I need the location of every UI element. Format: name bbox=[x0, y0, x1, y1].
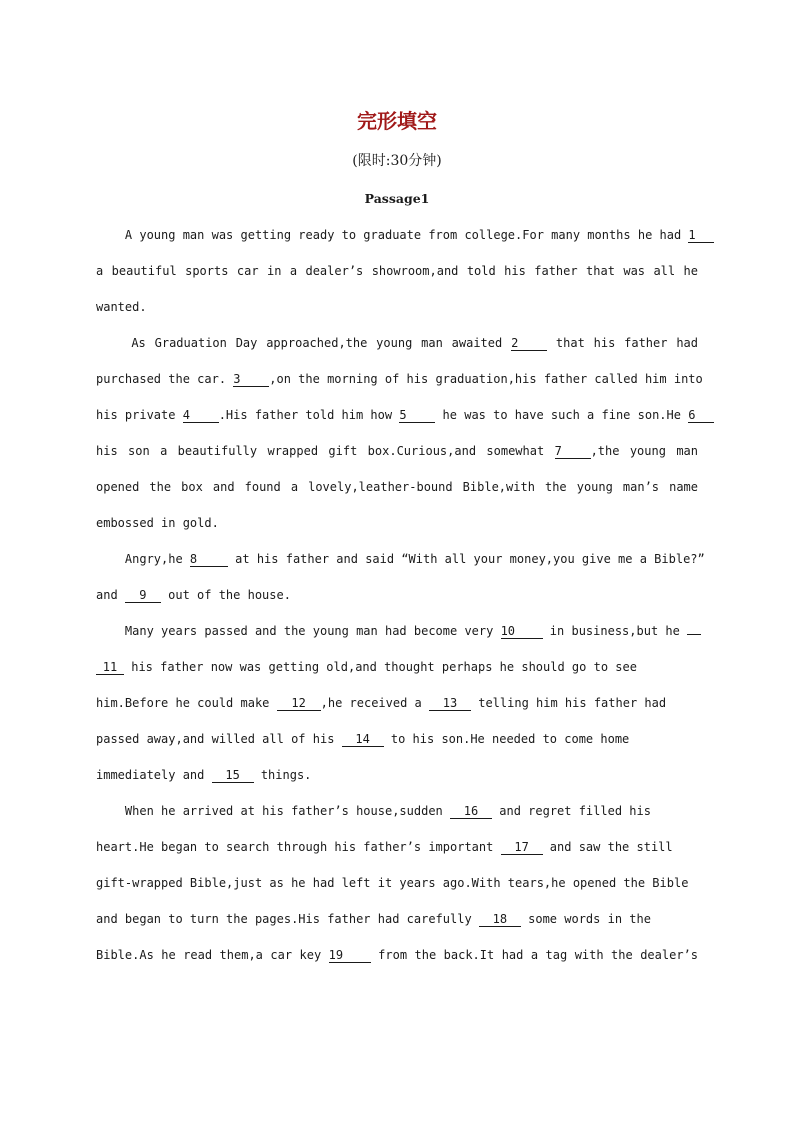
passage-text: out of the house. bbox=[160, 588, 291, 602]
passage-text: he was to have such a fine son.He bbox=[435, 408, 689, 422]
passage-text: ,the young man bbox=[590, 444, 698, 458]
passage-text: Many years passed and the young man had become very bbox=[96, 624, 501, 638]
passage-text: opened the box and found a lovely,leather-bound Bible,with the young man’s name bbox=[96, 480, 698, 494]
blank-number: 1 bbox=[688, 228, 714, 243]
blank-number: 2 bbox=[511, 336, 547, 351]
passage-text: his father now was getting old,and thought perhaps he should go to see bbox=[124, 660, 637, 674]
passage-text: and regret filled his bbox=[492, 804, 651, 818]
passage-text: and bbox=[96, 588, 125, 602]
passage-text: ,on the morning of his graduation,his father called him into bbox=[269, 372, 703, 386]
blank-number: 9 bbox=[125, 588, 161, 603]
passage-line bbox=[96, 299, 698, 315]
passage-text: gift-wrapped Bible,just as he had left it years ago.With tears,he opened the Bible bbox=[96, 876, 689, 890]
passage-text: and began to turn the pages.His father had carefully bbox=[96, 912, 479, 926]
passage-text: .His father told him how bbox=[218, 408, 400, 422]
passage-line bbox=[96, 587, 698, 603]
passage-text: his son a beautifully wrapped gift box.Curious,and somewhat bbox=[96, 444, 555, 458]
passage-line bbox=[96, 695, 698, 711]
passage-text: passed away,and willed all of his bbox=[96, 732, 342, 746]
passage-text: purchased the car. bbox=[96, 372, 234, 386]
passage-text: Angry,he bbox=[96, 552, 190, 566]
blank-number: 13 bbox=[429, 696, 471, 711]
passage-text: from the back.It had a tag with the dealer’s bbox=[370, 948, 699, 962]
blank-number: 11 bbox=[96, 660, 124, 675]
blank-number: 12 bbox=[277, 696, 321, 711]
passage-text: heart.He began to search through his father’s important bbox=[96, 840, 501, 854]
passage-title: Passage1 bbox=[364, 191, 430, 206]
passage-text: in business,but he bbox=[542, 624, 688, 638]
passage-text: wanted. bbox=[96, 300, 147, 314]
blank-number: 3 bbox=[233, 372, 269, 387]
passage-text: that his father had bbox=[547, 336, 698, 350]
passage-text: to his son.He needed to come home bbox=[383, 732, 630, 746]
blank-number: 8 bbox=[190, 552, 228, 567]
blank-number: 7 bbox=[555, 444, 591, 459]
passage-text: When he arrived at his father’s house,sudden bbox=[96, 804, 451, 818]
passage-text: things. bbox=[253, 768, 312, 782]
passage-text: ,he received a bbox=[320, 696, 429, 710]
passage-line bbox=[96, 263, 698, 279]
passage-line bbox=[96, 623, 698, 639]
blank-number: 16 bbox=[450, 804, 492, 819]
passage-line bbox=[96, 515, 698, 531]
passage-line bbox=[96, 479, 698, 495]
blank-number bbox=[687, 634, 701, 635]
passage-text: his private bbox=[96, 408, 183, 422]
blank-number: 10 bbox=[501, 624, 543, 639]
passage-line bbox=[96, 659, 698, 675]
blank-number: 4 bbox=[183, 408, 219, 423]
passage-text: and saw the still bbox=[542, 840, 673, 854]
passage-line bbox=[96, 731, 698, 747]
blank-number: 17 bbox=[501, 840, 543, 855]
passage-text: immediately and bbox=[96, 768, 212, 782]
time-limit: (限时:30分钟) bbox=[352, 153, 442, 169]
passage-text: Bible.As he read them,a car key bbox=[96, 948, 329, 962]
passage-line bbox=[96, 227, 698, 243]
passage-text: him.Before he could make bbox=[96, 696, 277, 710]
passage-line bbox=[96, 911, 698, 927]
blank-number: 18 bbox=[479, 912, 521, 927]
passage-text: A young man was getting ready to graduate from college.For many months he had bbox=[96, 228, 689, 242]
passage-text: telling him his father had bbox=[471, 696, 667, 710]
blank-number: 6 bbox=[688, 408, 714, 423]
passage-text: As Graduation Day approached,the young man awaited bbox=[96, 336, 512, 350]
passage-text: at his father and said “With all your money,you give me a Bible?” bbox=[227, 552, 705, 566]
passage-text: embossed in gold. bbox=[96, 516, 219, 530]
passage-text: a beautiful sports car in a dealer’s showroom,and told his father that was all he bbox=[96, 264, 698, 278]
blank-number: 14 bbox=[342, 732, 384, 747]
passage-text: some words in the bbox=[520, 912, 651, 926]
page-title: 完形填空 bbox=[357, 109, 437, 133]
passage-line bbox=[96, 443, 698, 459]
blank-number: 15 bbox=[212, 768, 254, 783]
passage-line bbox=[96, 335, 698, 351]
passage-line bbox=[96, 803, 698, 819]
blank-number: 19 bbox=[329, 948, 371, 963]
passage-line bbox=[96, 407, 698, 423]
passage-line bbox=[96, 875, 698, 891]
passage-line bbox=[96, 839, 698, 855]
passage-line bbox=[96, 371, 703, 387]
passage-line bbox=[96, 767, 698, 783]
passage-line bbox=[96, 551, 705, 567]
passage-line bbox=[96, 947, 698, 963]
blank-number: 5 bbox=[399, 408, 435, 423]
